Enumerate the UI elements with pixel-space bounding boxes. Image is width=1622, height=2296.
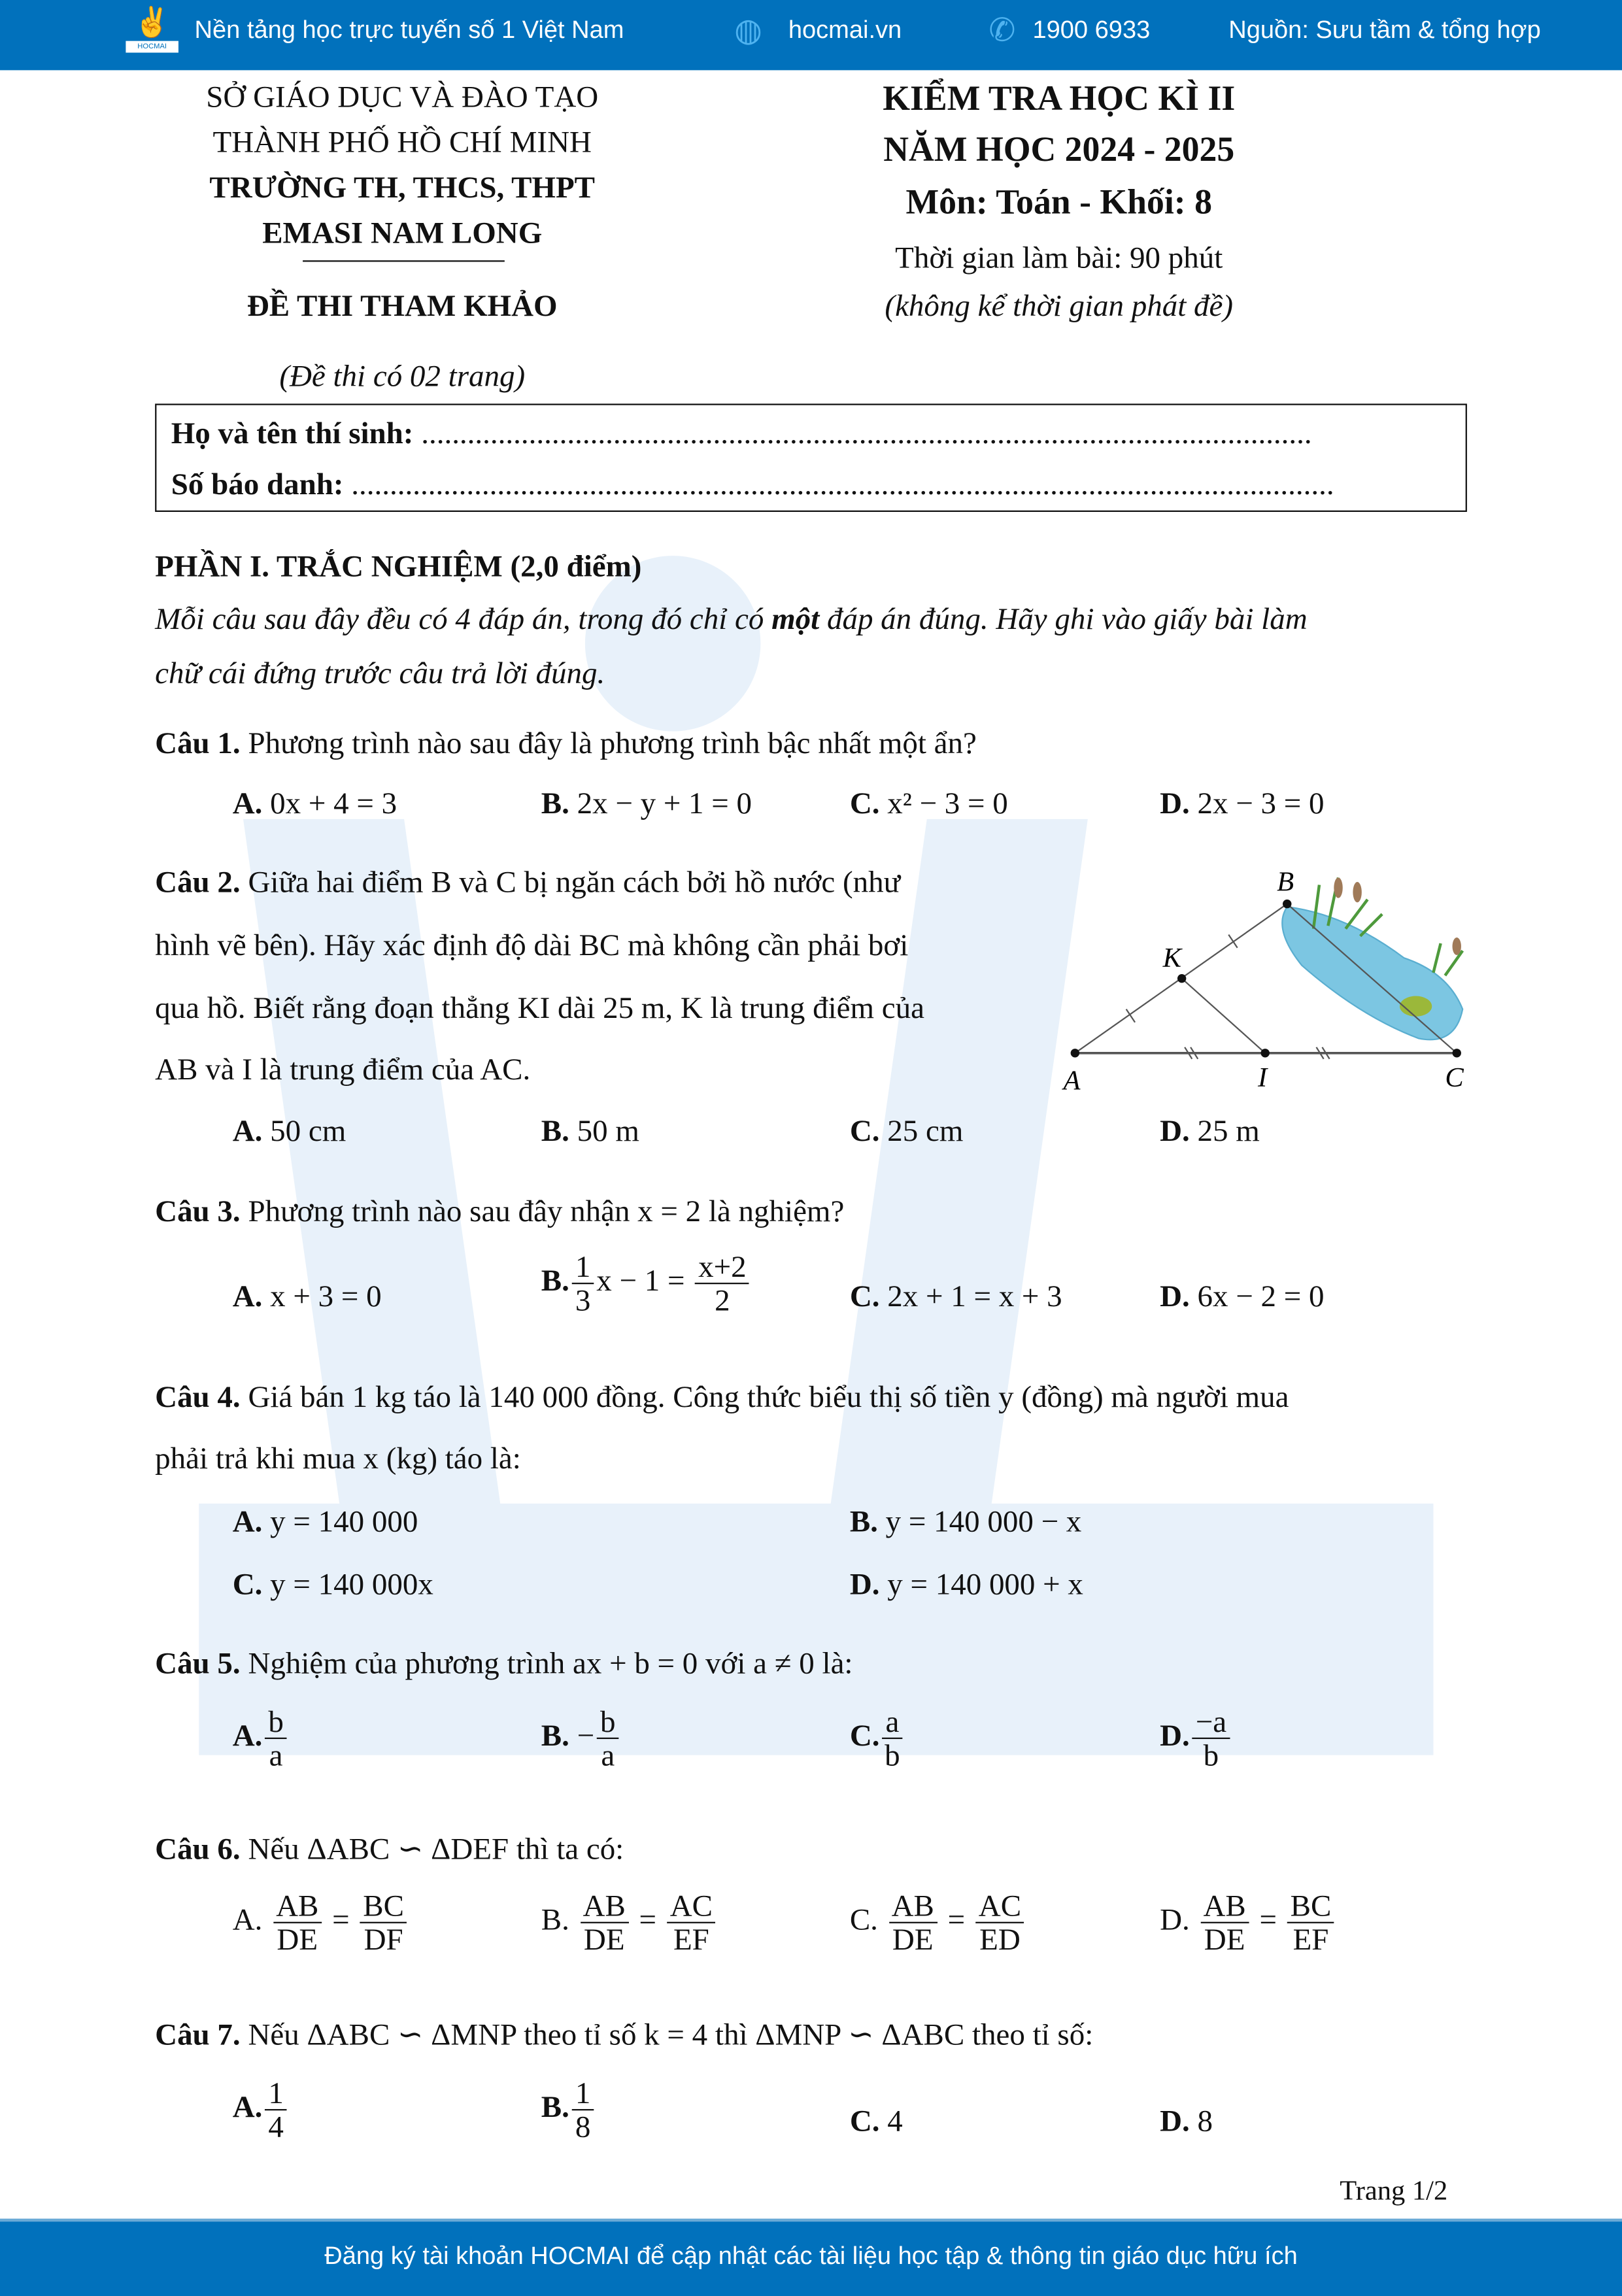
q4-option-d[interactable]: D. y = 140 000 + x xyxy=(849,1566,1083,1602)
question-4-line: phải trả khi mua x (kg) táo là: xyxy=(155,1440,521,1476)
q3-option-d[interactable]: D. 6x − 2 = 0 xyxy=(1160,1278,1325,1314)
school-name: TRƯỜNG TH, THCS, THPT xyxy=(209,169,596,205)
phone-number[interactable]: 1900 6933 xyxy=(1032,16,1151,44)
people-logo-icon: ✌ xyxy=(133,7,171,40)
q2-option-c[interactable]: C. 25 cm xyxy=(849,1113,964,1149)
q5-option-a[interactable]: A. $\frac{b}{a}$ xyxy=(233,1706,290,1772)
q1-option-b[interactable]: B. 2x − y + 1 = 0 xyxy=(541,785,752,821)
q3-option-c[interactable]: C. 2x + 1 = x + 3 xyxy=(849,1278,1062,1314)
lake xyxy=(1282,907,1462,1039)
label-i: I xyxy=(1257,1062,1268,1094)
q1-option-c[interactable]: C. x² − 3 = 0 xyxy=(849,785,1008,821)
instructions-2: chữ cái đứng trước câu trả lời đúng. xyxy=(155,655,605,690)
q6-option-b[interactable]: B. $\frac{AB}{DE}$ = $\frac{AC}{EF}$ xyxy=(541,1889,718,1955)
question-1: Câu 1. Phương trình nào sau đây là phương trình bậc nhất một ẩn? xyxy=(155,725,977,761)
question-2-line: AB và I là trung điểm của AC. xyxy=(155,1051,531,1087)
question-2-line: qua hồ. Biết rằng đoạn thẳng KI dài 25 m, K là trung điểm của xyxy=(155,990,925,1026)
q5-option-b[interactable]: B. − $\frac{b}{a}$ xyxy=(541,1706,622,1772)
label-c: C xyxy=(1445,1062,1464,1094)
subject: Môn: Toán - Khối: 8 xyxy=(905,184,1212,223)
q6-option-d[interactable]: D. $\frac{AB}{DE}$ = $\frac{BC}{EF}$ xyxy=(1160,1889,1337,1955)
q7-option-d[interactable]: D. 8 xyxy=(1160,2103,1213,2138)
footer-text[interactable]: Đăng ký tài khoản HOCMAI để cập nhật các tài liệu học tập & thông tin giáo dục hữu ích xyxy=(324,2242,1298,2271)
school-year: NĂM HỌC 2024 - 2025 xyxy=(883,131,1235,170)
question-4: Câu 4. Giá bán 1 kg táo là 140 000 đồng. Công thức biểu thị số tiền y (đồng) mà người mua xyxy=(155,1379,1289,1415)
section-title: PHẦN I. TRẮC NGHIỆM (2,0 điểm) xyxy=(155,548,642,584)
doc-type: ĐỀ THI THAM KHẢO xyxy=(246,288,558,324)
source-note: Nguồn: Sưu tầm & tổng hợp xyxy=(1228,16,1541,44)
label-b: B xyxy=(1277,866,1294,898)
q6-option-a[interactable]: A. $\frac{AB}{DE}$ = $\frac{BC}{DF}$ xyxy=(233,1889,410,1955)
q3-option-a[interactable]: A. x + 3 = 0 xyxy=(232,1278,382,1314)
time-limit: Thời gian làm bài: 90 phút xyxy=(895,239,1223,275)
question-6: Câu 6. Nếu ΔABC ∽ ΔDEF thì ta có: xyxy=(155,1831,624,1866)
name-field[interactable]: Họ và tên thí sinh: .................................................................................................................... xyxy=(171,415,1312,451)
q3-option-b[interactable]: B. $\frac{1}{3}$ x − 1 = $\frac{x+2}{2}$ xyxy=(541,1251,752,1317)
question-7: Câu 7. Nếu ΔABC ∽ ΔMNP theo tỉ số k = 4 thì ΔMNP ∽ ΔABC theo tỉ số: xyxy=(155,2017,1094,2052)
id-field[interactable]: Số báo danh: ................................................................................................................................ xyxy=(171,466,1334,502)
q5-option-c[interactable]: C. $\frac{a}{b}$ xyxy=(850,1706,905,1772)
q1-option-a[interactable]: A. 0x + 4 = 3 xyxy=(232,785,397,821)
q2-option-b[interactable]: B. 50 m xyxy=(541,1113,639,1149)
q7-option-c[interactable]: C. 4 xyxy=(849,2103,903,2138)
student-info-box xyxy=(155,403,1467,512)
q5-option-d[interactable]: D. $\frac{-a}{b}$ xyxy=(1160,1706,1232,1772)
city: THÀNH PHỐ HỒ CHÍ MINH xyxy=(212,124,592,160)
time-note: (không kể thời gian phát đề) xyxy=(885,288,1234,324)
question-5: Câu 5. Nghiệm của phương trình ax + b = 0 với a ≠ 0 là: xyxy=(155,1645,853,1681)
question-3: Câu 3. Phương trình nào sau đây nhận x = 2 là nghiệm? xyxy=(155,1193,845,1229)
department: SỞ GIÁO DỤC VÀ ĐÀO TẠO xyxy=(206,78,599,114)
q7-option-b[interactable]: B. $\frac{1}{8}$ xyxy=(541,2077,596,2143)
slogan: Nền tảng học trực tuyến số 1 Việt Nam xyxy=(194,16,624,44)
school-name-2: EMASI NAM LONG xyxy=(262,214,543,250)
globe-icon: ◍ xyxy=(734,11,763,48)
page-number: Trang 1/2 xyxy=(1340,2176,1448,2207)
exam-title: KIỂM TRA HỌC KÌ II xyxy=(883,80,1236,119)
question-2: Câu 2. Giữa hai điểm B và C bị ngăn cách bởi hồ nước (như xyxy=(155,864,901,900)
question-2-line: hình vẽ bên). Hãy xác định độ dài BC mà không cần phải bơi xyxy=(155,927,909,963)
footer-banner xyxy=(0,2219,1622,2296)
instructions: Mỗi câu sau đây đều có 4 đáp án, trong đó chỉ có một đáp án đúng. Hãy ghi vào giấy bài làm xyxy=(155,601,1308,637)
triangle-lake-figure xyxy=(1053,856,1478,1104)
q6-option-c[interactable]: C. $\frac{AB}{DE}$ = $\frac{AC}{ED}$ xyxy=(850,1889,1027,1955)
q4-option-a[interactable]: A. y = 140 000 xyxy=(232,1503,418,1539)
q2-option-d[interactable]: D. 25 m xyxy=(1160,1113,1260,1149)
q4-option-c[interactable]: C. y = 140 000x xyxy=(232,1566,433,1602)
label-k: K xyxy=(1162,942,1181,973)
label-a: A xyxy=(1063,1065,1081,1096)
q4-option-b[interactable]: B. y = 140 000 − x xyxy=(849,1503,1082,1539)
phone-icon: ✆ xyxy=(988,11,1016,48)
top-banner xyxy=(0,0,1622,70)
watermark-band xyxy=(199,1504,1433,1755)
q2-option-a[interactable]: A. 50 cm xyxy=(232,1113,346,1149)
pages-note: (Đề thi có 02 trang) xyxy=(279,358,526,394)
hocmai-logo: ✌ HOCMAI xyxy=(126,6,178,53)
q1-option-d[interactable]: D. 2x − 3 = 0 xyxy=(1160,785,1325,821)
divider xyxy=(303,260,505,262)
q7-option-a[interactable]: A. $\frac{1}{4}$ xyxy=(233,2077,290,2143)
website-link[interactable]: hocmai.vn xyxy=(788,16,902,44)
